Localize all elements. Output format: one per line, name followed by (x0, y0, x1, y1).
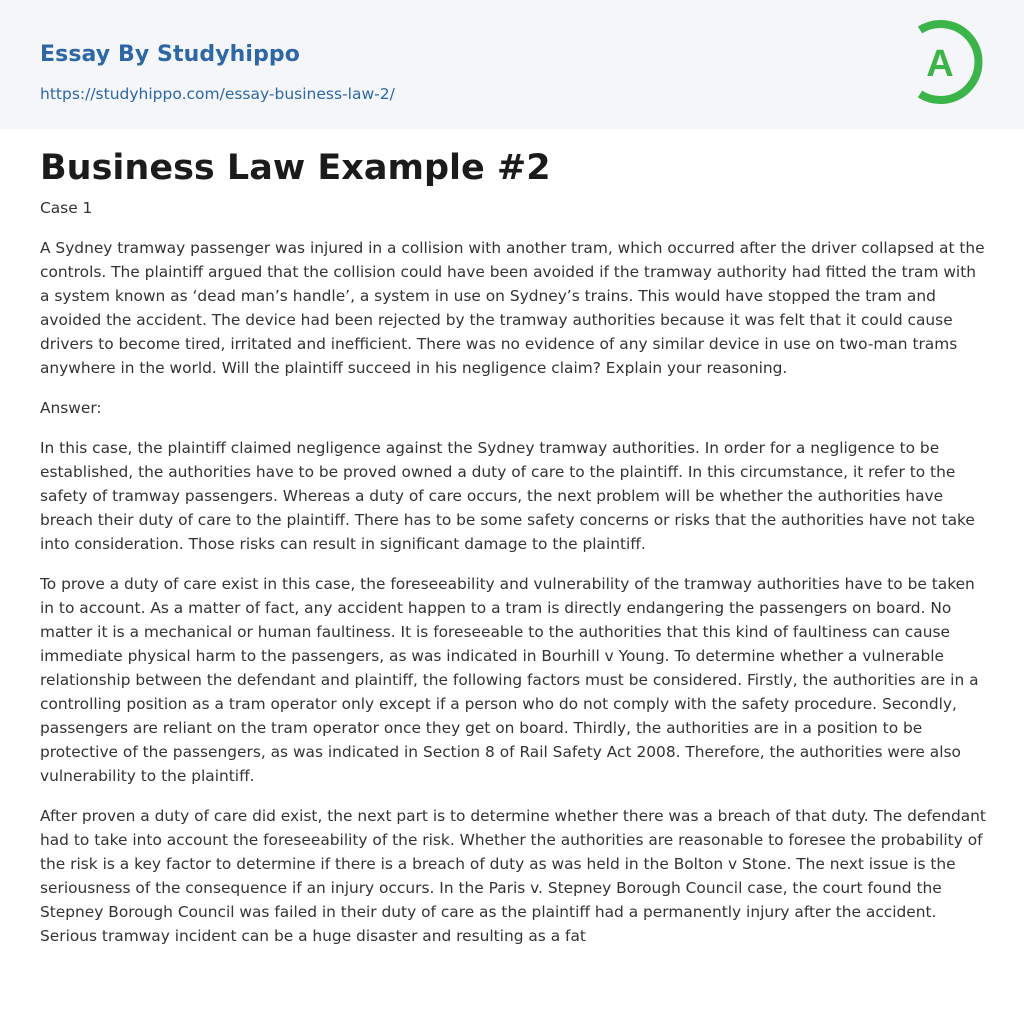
answer-paragraph-2: To prove a duty of care exist in this case, the foreseeability and vulnerability of the tramway authorities have to be taken in to account. As a matter of fact, any accident happen to a tram is directly endangering the passengers on board. No matter it is a mechanical or human faultiness. It is foreseeable to the authorities that this kind of faultiness can cause immediate physical harm to the passengers, as was indicated in Bourhill v Young. To determine whether a vulnerable relationship between the defendant and plaintiff, the following factors must be considered. Firstly, the authorities are in a controlling position as a tram operator only except if a person who do not comply with the safety procedure. Secondly, passengers are reliant on the tram operator once they get on board. Thirdly, the authorities are in a position to be protective of the passengers, as was indicated in Section 8 of Rail Safety Act 2008. Therefore, the authorities were also vulnerability to the plaintiff. (40, 575, 979, 785)
logo-letter: A (926, 43, 954, 85)
article-body (40, 196, 988, 964)
question-paragraph: A Sydney tramway passenger was injured in a collision with another tram, which occurred after the driver collapsed at the controls. The plaintiff argued that the collision could have been avoided if the tramway authority had fitted the tram with a system known as ‘dead man’s handle’, a system in use on Sydney’s trains. This would have stopped the tram and avoided the accident. The device had been rejected by the tramway authorities because it was felt that it could cause drivers to become tired, irritated and inefficient. There was no evidence of any similar device in use on two-man trams anywhere in the world. Will the plaintiff succeed in his negligence claim? Explain your reasoning. (40, 239, 985, 377)
site-brand[interactable]: Essay By Studyhippo (40, 42, 300, 67)
case-label: Case 1 (40, 199, 93, 217)
source-url-link[interactable]: https://studyhippo.com/essay-business-law-2/ (40, 85, 395, 103)
studyhippo-logo-icon[interactable] (912, 18, 988, 106)
answer-label: Answer: (40, 399, 102, 417)
article-title: Business Law Example #2 (40, 148, 551, 188)
answer-paragraph-1: In this case, the plaintiff claimed negligence against the Sydney tramway authorities. In order for a negligence to be established, the authorities have to be proved owned a duty of care to the plaintiff. In this circumstance, it refer to the safety of tramway passengers. Whereas a duty of care occurs, the next problem will be whether the authorities have breach their duty of care to the plaintiff. There has to be some safety concerns or risks that the authorities have not take into consideration. Those risks can result in significant damage to the plaintiff. (40, 439, 975, 553)
answer-paragraph-3: After proven a duty of care did exist, the next part is to determine whether there was a breach of that duty. The defendant had to take into account the foreseeability of the risk. Whether the authorities are reasonable to foresee the probability of the risk is a key factor to determine if there is a breach of duty as was held in the Bolton v Stone. The next issue is the seriousness of the consequence if an injury occurs. In the Paris v. Stepney Borough Council case, the court found the Stepney Borough Council was failed in their duty of care as the plaintiff had a permanently injury after the accident. Serious tramway incident can be a huge disaster and resulting as a fat (40, 807, 986, 945)
